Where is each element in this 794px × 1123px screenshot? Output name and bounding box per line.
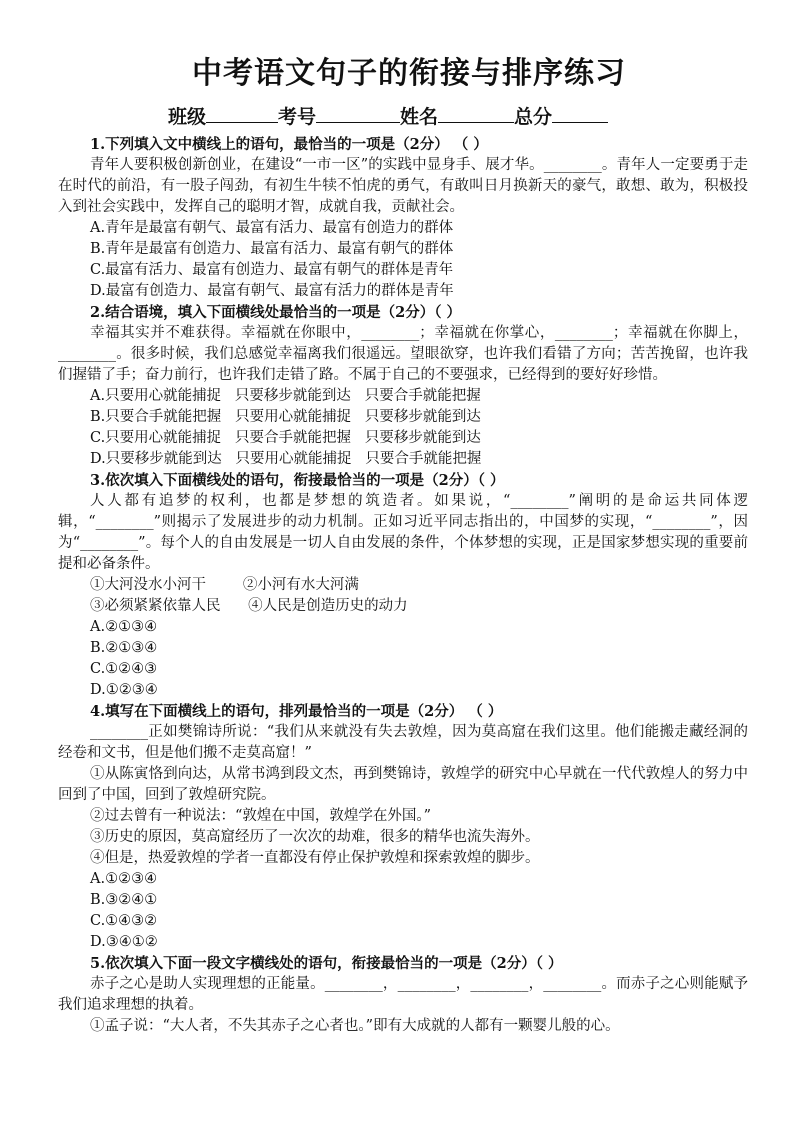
sentence-item: ④但是，热爱敦煌的学者一直都没有停止保护敦煌和探索敦煌的脚步。 bbox=[90, 850, 540, 866]
student-info-line bbox=[58, 102, 748, 132]
question-3 bbox=[58, 470, 748, 701]
answer-option: D.③④①② bbox=[90, 934, 158, 950]
class-label: 班级 bbox=[168, 106, 207, 128]
answer-option: B.只要合手就能把握 只要用心就能捕捉 只要移步就能到达 bbox=[90, 409, 481, 425]
answer-option: D.最富有创造力、最富有朝气、最富有活力的群体是青年 bbox=[90, 283, 454, 299]
question-stem: 1.下列填入文中横线上的语句，最恰当的一项是（2分） （ ） bbox=[90, 136, 488, 153]
question-stem: 2.结合语境，填入下面横线处最恰当的一项是（2分）（ ） bbox=[90, 304, 462, 321]
question-stem: 3.依次填入下面横线处的语句，衔接最恰当的一项是（2分）（ ） bbox=[90, 472, 505, 489]
question-4 bbox=[58, 701, 748, 953]
sentence-choices: ③必须紧紧依靠人民 ④人民是创造历史的动力 bbox=[90, 598, 408, 614]
question-5 bbox=[58, 953, 748, 1037]
answer-option: A.青年是最富有朝气、最富有活力、最富有创造力的群体 bbox=[90, 220, 454, 236]
question-passage: ________正如樊锦诗所说：“我们从来就没有失去敦煌，因为莫高窟在我们这里。他们能搬走藏经洞的经卷和文书，但是他们搬不走莫高窟！” bbox=[58, 724, 748, 761]
answer-option: A.只要用心就能捕捉 只要移步就能到达 只要合手就能把握 bbox=[90, 388, 481, 404]
answer-option: D.①②③④ bbox=[90, 682, 158, 698]
worksheet-page bbox=[58, 52, 748, 1037]
answer-option: B.②①③④ bbox=[90, 640, 158, 656]
question-1 bbox=[58, 134, 748, 302]
answer-option: B.③②④① bbox=[90, 892, 158, 908]
answer-option: D.只要移步就能到达 只要用心就能捕捉 只要合手就能把握 bbox=[90, 451, 482, 467]
answer-option: A.②①③④ bbox=[90, 619, 158, 635]
answer-option: B.青年是最富有创造力、最富有活力、最富有朝气的群体 bbox=[90, 241, 454, 257]
answer-option: C.最富有活力、最富有创造力、最富有朝气的群体是青年 bbox=[90, 262, 454, 278]
question-2 bbox=[58, 302, 748, 470]
answer-option: C.①④③② bbox=[90, 913, 158, 929]
score-label: 总分 bbox=[514, 106, 553, 128]
sentence-item: ②过去曾有一种说法：“敦煌在中国，敦煌学在外国。” bbox=[90, 808, 432, 824]
answer-option: C.①②④③ bbox=[90, 661, 158, 677]
sentence-item: ③历史的原因，莫高窟经历了一次次的劫难，很多的精华也流失海外。 bbox=[90, 829, 540, 845]
answer-option: C.只要用心就能捕捉 只要合手就能把握 只要移步就能到达 bbox=[90, 430, 481, 446]
question-passage: 幸福其实并不难获得。幸福就在你眼中，________；幸福就在你掌心，________；幸福就在你脚上，________。很多时候，我们总感觉幸福离我们很遥远。望眼欲穿，也许我们看错了方向；苦苦挽留，也许我们握错了手；奋力前行，也许我们走错了路。不属于自己的不要强求，已经得到的要好好珍惜。 bbox=[58, 325, 748, 383]
question-stem: 4.填写在下面横线上的语句，排列最恰当的一项是（2分） （ ） bbox=[90, 703, 503, 720]
exam-no-label: 考号 bbox=[278, 106, 317, 128]
question-passage: 赤子之心是助人实现理想的正能量。________，________，________，________。而赤子之心则能赋予我们追求理想的执着。 bbox=[58, 976, 748, 1013]
name-label: 姓名 bbox=[400, 106, 439, 128]
exam-no-blank[interactable] bbox=[316, 102, 400, 123]
sentence-item: ①从陈寅恪到向达，从常书鸿到段文杰，再到樊锦诗，敦煌学的研究中心早就在一代代敦煌人的努力中回到了中国，回到了敦煌研究院。 bbox=[58, 766, 748, 803]
sentence-choices: ①大河没水小河干 ②小河有水大河满 bbox=[90, 577, 359, 593]
answer-option: A.①②③④ bbox=[90, 871, 158, 887]
class-blank[interactable] bbox=[206, 102, 278, 123]
question-passage: 人人都有追梦的权利，也都是梦想的筑造者。如果说，“________”阐明的是命运共同体逻辑，“________”则揭示了发展进步的动力机制。正如习近平同志指出的，中国梦的实现，“________”，因为“________”。每个人的自由发展是一切人自由发展的条件，个体梦想的实现，正是国家梦想实现的重要前提和必备条件。 bbox=[58, 493, 748, 572]
question-stem: 5.依次填入下面一段文字横线处的语句，衔接最恰当的一项是（2分）（ ） bbox=[90, 955, 563, 972]
sentence-item: ①孟子说：“大人者，不失其赤子之心者也。”即有大成就的人都有一颗婴儿般的心。 bbox=[90, 1018, 620, 1034]
score-blank[interactable] bbox=[552, 102, 608, 123]
question-passage: 青年人要积极创新创业，在建设“一市一区”的实践中显身手、展才华。________。青年人一定要勇于走在时代的前沿，有一股子闯劲，有初生牛犊不怕虎的勇气，有敢叫日月换新天的豪气，敢想、敢为，积极投入到社会实践中，发挥自己的聪明才智，成就自我，贡献社会。 bbox=[58, 157, 748, 215]
page-title: 中考语文句子的衔接与排序练习 bbox=[192, 56, 626, 91]
name-blank[interactable] bbox=[438, 102, 514, 123]
